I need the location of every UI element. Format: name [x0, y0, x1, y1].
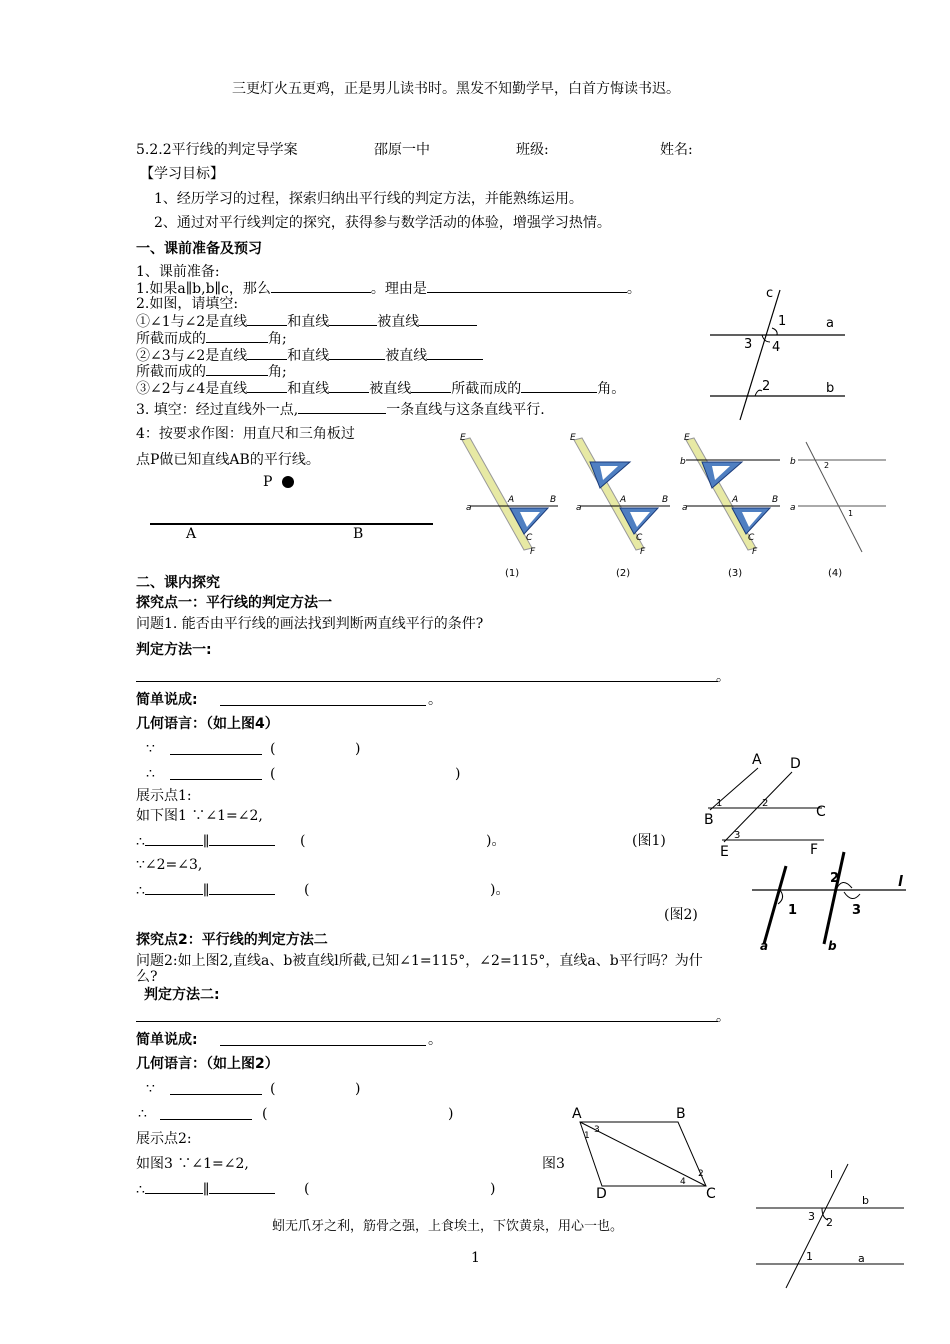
- fig2-label-b: b: [828, 939, 837, 953]
- p1-label-f: F: [530, 547, 536, 557]
- figure-ruler-steps: [450, 428, 890, 583]
- point-p: [282, 476, 294, 488]
- footer-quote: 蚓无爪牙之利，筋骨之强，上食埃土，下饮黄泉，用心一也。: [272, 1219, 624, 1234]
- fig1-caption: (图1): [632, 833, 666, 849]
- fig3-label-d: D: [596, 1186, 607, 1202]
- p4-label-b-line: b: [790, 457, 796, 467]
- p4-label-1: 1: [848, 509, 854, 518]
- parallel-sign: ∥: [202, 1182, 210, 1198]
- fig4-label-l: l: [830, 1168, 834, 1181]
- method-1-blank[interactable]: [136, 681, 718, 682]
- p3-label-b: B: [772, 495, 779, 505]
- rp-period: )。: [490, 882, 510, 898]
- therefore: ∴: [136, 883, 145, 899]
- fig1-label-b: B: [704, 812, 714, 828]
- school-name: 邵原一中: [374, 142, 430, 158]
- goals-heading: 【学习目标】: [140, 166, 224, 182]
- question-2-a: 问题2:如上图2,直线a、b被直线l所截,已知∠1=115°，∠2=115°，直线a、b平行吗？为什: [136, 953, 703, 969]
- p4-label-a-line: a: [790, 503, 796, 513]
- p1-label-c: C: [526, 533, 533, 543]
- p4-label-2: 2: [824, 461, 830, 470]
- q3-line: [136, 400, 545, 419]
- fig3-label-c: C: [706, 1186, 716, 1202]
- method-1-label: 判定方法一:: [136, 642, 212, 658]
- because-2: ∵: [146, 1081, 155, 1097]
- fig1-label-3: 3: [734, 830, 741, 841]
- method-2-label: 判定方法二:: [144, 987, 220, 1003]
- p3-label-a-line: a: [682, 503, 688, 513]
- because-1-blank[interactable]: [170, 754, 262, 755]
- fig3-label-b: B: [676, 1106, 686, 1122]
- p2-label-c: C: [636, 533, 643, 543]
- fig1-label-f: F: [810, 842, 819, 858]
- p3-label-c: C: [748, 533, 755, 543]
- fig1-label-a: A: [752, 752, 762, 768]
- p2-label-e: E: [570, 433, 576, 443]
- q2-3-text-b: 和直线: [287, 381, 330, 397]
- q1-blank-1[interactable]: [271, 279, 371, 293]
- sec1-heading: 一、课前准备及预习: [136, 241, 262, 257]
- geo-lang-2: 几何语言：（如上图2）: [136, 1056, 279, 1072]
- q2-1-text-d: 所截而成的: [136, 331, 206, 347]
- q2-3-text-e: 角。: [597, 381, 626, 397]
- blank[interactable]: [247, 379, 287, 393]
- show-1-line-a: 如下图1 ∵∠1=∠2,: [136, 808, 263, 824]
- lp: (: [304, 882, 310, 898]
- q3-text-a: 3. 填空：经过直线外一点,: [136, 402, 299, 418]
- geo-lang-1: 几何语言：（如上图4）: [136, 716, 279, 732]
- simple-2-period: 。: [428, 1032, 442, 1048]
- simple-1-period: 。: [428, 692, 442, 708]
- simple-2-blank[interactable]: [220, 1045, 426, 1046]
- q2-1-text-e: 角;: [268, 331, 287, 347]
- explore-point-1: 探究点一：平行线的判定方法一: [136, 595, 332, 611]
- rp: ): [448, 1106, 454, 1122]
- q2-2-text-a: ②∠3与∠2是直线: [136, 348, 248, 364]
- because-2-blank[interactable]: [170, 1094, 262, 1095]
- rp: ): [355, 741, 361, 757]
- method-2-blank[interactable]: [136, 1021, 718, 1022]
- show-2-therefore: [136, 1180, 275, 1199]
- fig3-label-3: 3: [594, 1125, 600, 1135]
- q2-1-text-c: 被直线: [377, 314, 420, 330]
- question-2-b: 么?: [136, 969, 158, 985]
- p3-label-e: E: [684, 433, 690, 443]
- figure-3: [568, 1102, 728, 1202]
- blank[interactable]: [209, 832, 275, 846]
- lp: (: [300, 833, 306, 849]
- fig3-label-4: 4: [680, 1177, 686, 1187]
- show-1-line-b: ∵∠2=∠3,: [136, 857, 203, 873]
- fig1-label-1: 1: [716, 798, 723, 809]
- rp: ): [355, 1081, 361, 1097]
- parallel-sign: ∥: [202, 834, 210, 850]
- doc-title: 5.2.2平行线的判定导学案: [136, 142, 298, 158]
- rp-period: )。: [486, 833, 506, 849]
- q2-2-text-e: 角;: [268, 364, 287, 380]
- simple-1-blank[interactable]: [220, 705, 426, 706]
- class-label: 班级:: [516, 142, 549, 158]
- lp: (: [270, 766, 276, 782]
- therefore-1: ∴: [146, 766, 155, 782]
- q4-line-1: 4：按要求作图：用直尺和三角板过: [136, 426, 355, 442]
- point-p-label: P: [263, 474, 273, 490]
- show-1-therefore-a: [136, 832, 275, 851]
- q2-2-text-d: 所截而成的: [136, 364, 206, 380]
- q4-line-2: 点P做已知直线AB的平行线。: [136, 452, 320, 468]
- name-label: 姓名:: [660, 142, 693, 158]
- blank[interactable]: [419, 312, 477, 326]
- blank[interactable]: [247, 346, 287, 360]
- p1-label-b: B: [550, 495, 557, 505]
- fig3-label-a: A: [572, 1106, 582, 1122]
- blank[interactable]: [209, 1180, 275, 1194]
- lp: (: [270, 741, 276, 757]
- figure-transversal-angles: [700, 280, 860, 425]
- page-number: 1: [471, 1250, 480, 1266]
- fig1-label-e: E: [720, 844, 729, 860]
- p1-caption: (1): [505, 568, 520, 579]
- therefore-1-blank[interactable]: [170, 779, 262, 780]
- fig2-caption: (图2): [664, 907, 698, 923]
- lp: (: [304, 1181, 310, 1197]
- blank[interactable]: [411, 379, 451, 393]
- fig2-label-a: a: [760, 939, 769, 953]
- therefore: ∴: [136, 834, 145, 850]
- label-a: a: [826, 316, 834, 331]
- p4-caption: (4): [828, 568, 843, 579]
- rp: ): [490, 1181, 496, 1197]
- blank[interactable]: [247, 312, 287, 326]
- fig2-label-1: 1: [788, 903, 798, 918]
- p1-label-a-line: a: [466, 503, 472, 513]
- figure-1: [700, 748, 840, 858]
- label-4: 4: [772, 340, 781, 355]
- q2-3-text-c: 被直线: [369, 381, 412, 397]
- q2-line: 2.如图，请填空:: [136, 296, 239, 312]
- q1-blank-2[interactable]: [427, 279, 627, 293]
- q1-text-b: 。理由是: [370, 281, 427, 297]
- method-2-period: 。: [716, 1009, 730, 1025]
- p2-label-a-line: a: [576, 503, 582, 513]
- fig1-label-d: D: [790, 756, 801, 772]
- fig1-label-2: 2: [762, 798, 769, 809]
- q3-text-b: 一条直线与这条直线平行.: [386, 402, 545, 418]
- show-point-2: 展示点2:: [136, 1131, 192, 1147]
- question-1: 问题1. 能否由平行线的画法找到判断两直线平行的条件?: [136, 616, 484, 632]
- q2-3-text-a: ③∠2与∠4是直线: [136, 381, 248, 397]
- q2-3-text-d: 所截而成的: [451, 381, 522, 397]
- show-2-line-a: 如图3 ∵∠1=∠2,: [136, 1156, 249, 1172]
- parallel-sign: ∥: [202, 883, 210, 899]
- therefore-2-blank[interactable]: [160, 1119, 252, 1120]
- goal-item-1: 1、经历学习的过程，探索归纳出平行线的判定方法，并能熟练运用。: [154, 191, 583, 207]
- fig1-label-c: C: [816, 804, 826, 820]
- p2-caption: (2): [616, 568, 631, 579]
- blank[interactable]: [206, 362, 268, 376]
- simple-1-label: 简单说成:: [136, 692, 198, 708]
- lp: (: [270, 1081, 276, 1097]
- q2-3-line: [136, 379, 625, 398]
- q2-1-text-a: ①∠1与∠2是直线: [136, 314, 248, 330]
- label-2: 2: [762, 379, 771, 394]
- p3-label-a: A: [732, 495, 739, 505]
- label-b: b: [826, 381, 835, 396]
- q1-text-c: 。: [626, 281, 641, 297]
- fig3-label-1: 1: [584, 1131, 590, 1141]
- p3-label-b-line: b: [680, 457, 686, 467]
- therefore: ∴: [136, 1182, 145, 1198]
- sec1-sub: 1、课前准备:: [136, 264, 220, 280]
- show-1-therefore-b: [136, 881, 275, 900]
- q2-2-text-c: 被直线: [385, 348, 428, 364]
- header-quote: 三更灯火五更鸡，正是男儿读书时。黑发不知勤学早，白首方悔读书迟。: [232, 81, 680, 97]
- p1-label-a: A: [508, 495, 515, 505]
- blank[interactable]: [329, 379, 369, 393]
- label-1: 1: [778, 314, 787, 329]
- fig4-label-a: a: [858, 1252, 865, 1265]
- fig4-label-3: 3: [808, 1210, 815, 1223]
- p2-label-f: F: [640, 547, 646, 557]
- blank[interactable]: [145, 1180, 203, 1194]
- blank[interactable]: [298, 400, 386, 414]
- blank[interactable]: [145, 881, 203, 895]
- blank[interactable]: [206, 329, 268, 343]
- fig4-label-b: b: [862, 1194, 869, 1207]
- blank[interactable]: [145, 832, 203, 846]
- q2-1-text-b: 和直线: [287, 314, 330, 330]
- rp: ): [455, 766, 461, 782]
- fig2-label-l: l: [898, 874, 903, 890]
- q1-text-a: 1.如果a∥b,b∥c，那么: [136, 281, 271, 297]
- fig2-label-2: 2: [830, 871, 840, 886]
- blank[interactable]: [521, 379, 597, 393]
- because-1: ∵: [146, 741, 155, 757]
- blank[interactable]: [329, 346, 385, 360]
- show-point-1: 展示点1:: [136, 788, 192, 804]
- explore-point-2: 探究点2：平行线的判定方法二: [136, 932, 328, 948]
- fig3-label-2: 2: [698, 1169, 704, 1179]
- therefore-2: ∴: [138, 1106, 147, 1122]
- p2-label-b: B: [662, 495, 669, 505]
- fig4-label-2: 2: [826, 1216, 833, 1229]
- blank[interactable]: [427, 346, 483, 360]
- blank[interactable]: [209, 881, 275, 895]
- p1-label-e: E: [460, 433, 466, 443]
- figure-4: [752, 1162, 908, 1292]
- goal-item-2: 2、通过对平行线判定的探究，获得参与数学活动的体验，增强学习热情。: [154, 215, 611, 231]
- q2-2-text-b: 和直线: [287, 348, 330, 364]
- sec2-heading: 二、课内探究: [136, 575, 220, 591]
- simple-2-label: 简单说成:: [136, 1032, 198, 1048]
- lp: (: [262, 1106, 268, 1122]
- p3-caption: (3): [728, 568, 743, 579]
- p2-label-a: A: [620, 495, 627, 505]
- label-3: 3: [744, 337, 753, 352]
- point-a-label: A: [186, 526, 197, 542]
- figure-2: [748, 848, 908, 952]
- fig3-caption: 图3: [542, 1156, 565, 1172]
- fig2-label-3: 3: [852, 903, 862, 918]
- label-c: c: [766, 286, 774, 301]
- p3-label-f: F: [752, 547, 758, 557]
- point-b-label: B: [353, 526, 364, 542]
- method-1-period: 。: [716, 669, 730, 685]
- fig4-label-1: 1: [806, 1250, 813, 1263]
- blank[interactable]: [329, 312, 377, 326]
